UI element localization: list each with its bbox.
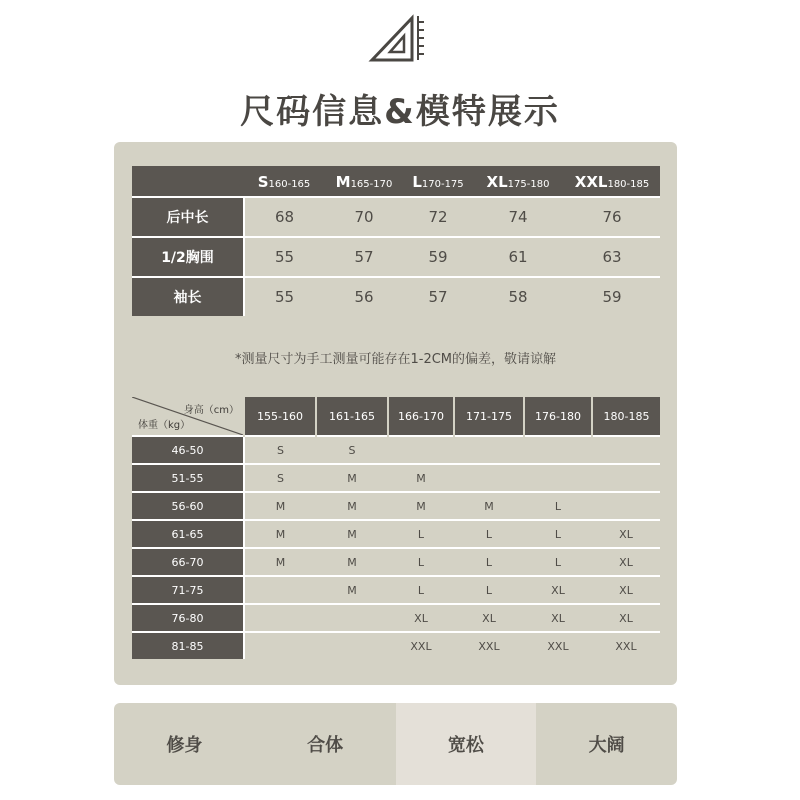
recommended-size-cell: M	[244, 548, 316, 576]
recommended-size-cell: L	[388, 548, 454, 576]
weight-row	[132, 576, 660, 604]
weight-label: 81-85	[132, 632, 244, 659]
recommended-size-cell: XL	[592, 576, 660, 604]
recommended-size-cell: M	[316, 520, 388, 548]
recommended-size-cell: XXL	[388, 632, 454, 659]
height-header-cell: 180-185	[592, 397, 660, 436]
recommended-size-cell: M	[388, 464, 454, 492]
fit-table-corner	[132, 397, 244, 436]
recommended-size-cell: L	[524, 492, 592, 520]
height-axis-label: 身高（cm）	[183, 405, 239, 416]
weight-label: 61-65	[132, 520, 244, 548]
weight-label: 51-55	[132, 464, 244, 492]
recommended-size-cell	[244, 632, 316, 659]
size-cell: 59	[404, 237, 472, 277]
recommended-size-cell	[388, 436, 454, 464]
height-header-cell: 161-165	[316, 397, 388, 436]
fit-option-regular[interactable]: 合体	[307, 735, 344, 756]
weight-row	[132, 464, 660, 492]
size-cell: 57	[324, 237, 404, 277]
weight-row	[132, 436, 660, 464]
size-cell: 57	[404, 277, 472, 316]
height-header-row	[132, 397, 660, 436]
size-recommendation-table	[132, 397, 660, 659]
ruler-triangle-icon	[368, 12, 428, 64]
recommended-size-cell: L	[454, 520, 524, 548]
weight-row	[132, 492, 660, 520]
recommended-size-cell	[524, 464, 592, 492]
height-header-cell: 176-180	[524, 397, 592, 436]
recommended-size-cell	[244, 576, 316, 604]
size-cell: 72	[404, 197, 472, 237]
recommended-size-cell: M	[316, 576, 388, 604]
height-header-cell: 155-160	[244, 397, 316, 436]
recommended-size-cell: M	[316, 492, 388, 520]
size-row-label: 袖长	[132, 277, 244, 316]
recommended-size-cell	[524, 436, 592, 464]
size-header-corner	[132, 166, 244, 197]
recommended-size-cell: L	[454, 548, 524, 576]
fit-option-oversized[interactable]: 大阔	[588, 735, 625, 756]
recommended-size-cell: XL	[388, 604, 454, 632]
size-row-label: 后中长	[132, 197, 244, 237]
weight-label: 76-80	[132, 604, 244, 632]
recommended-size-cell	[316, 604, 388, 632]
recommended-size-cell: M	[316, 464, 388, 492]
recommended-size-cell	[454, 436, 524, 464]
recommended-size-cell	[316, 632, 388, 659]
measurement-note: *测量尺寸为手工测量可能存在1-2CM的偏差，敬请谅解	[234, 352, 557, 367]
recommended-size-cell: L	[524, 520, 592, 548]
size-header-cell: S160-165	[244, 166, 324, 197]
size-header-cell: XL175-180	[472, 166, 564, 197]
weight-row	[132, 632, 660, 659]
fit-type-selector	[114, 703, 677, 785]
recommended-size-cell: M	[244, 520, 316, 548]
size-header-cell: M165-170	[324, 166, 404, 197]
recommended-size-cell: XXL	[524, 632, 592, 659]
recommended-size-cell: XL	[592, 604, 660, 632]
size-cell: 61	[472, 237, 564, 277]
fit-option-slim[interactable]: 修身	[166, 735, 203, 756]
recommended-size-cell: XL	[524, 576, 592, 604]
recommended-size-cell	[454, 464, 524, 492]
size-cell: 63	[564, 237, 660, 277]
recommended-size-cell: L	[524, 548, 592, 576]
recommended-size-cell: M	[388, 492, 454, 520]
recommended-size-cell	[244, 604, 316, 632]
recommended-size-cell: XL	[592, 520, 660, 548]
size-header-cell: L170-175	[404, 166, 472, 197]
recommended-size-cell: S	[316, 436, 388, 464]
recommended-size-cell: XL	[592, 548, 660, 576]
size-cell: 59	[564, 277, 660, 316]
recommended-size-cell: XL	[524, 604, 592, 632]
size-cell: 70	[324, 197, 404, 237]
recommended-size-cell: XXL	[454, 632, 524, 659]
size-row-half-chest	[132, 237, 660, 277]
recommended-size-cell: XL	[454, 604, 524, 632]
size-measurement-table	[132, 166, 660, 316]
recommended-size-cell: S	[244, 436, 316, 464]
weight-row	[132, 520, 660, 548]
weight-axis-label: 体重（kg）	[138, 420, 191, 431]
size-cell: 76	[564, 197, 660, 237]
weight-label: 66-70	[132, 548, 244, 576]
fit-option-loose[interactable]: 宽松	[396, 703, 537, 785]
size-header-row	[132, 166, 660, 197]
size-cell: 74	[472, 197, 564, 237]
size-row-back-length	[132, 197, 660, 237]
height-header-cell: 166-170	[388, 397, 454, 436]
recommended-size-cell: L	[388, 520, 454, 548]
recommended-size-cell: L	[454, 576, 524, 604]
weight-row	[132, 548, 660, 576]
size-cell: 56	[324, 277, 404, 316]
size-cell: 55	[244, 277, 324, 316]
size-row-sleeve-length	[132, 277, 660, 316]
size-row-label: 1/2胸围	[132, 237, 244, 277]
recommended-size-cell: L	[388, 576, 454, 604]
recommended-size-cell: M	[316, 548, 388, 576]
recommended-size-cell: S	[244, 464, 316, 492]
recommended-size-cell	[592, 464, 660, 492]
recommended-size-cell	[592, 436, 660, 464]
weight-label: 56-60	[132, 492, 244, 520]
size-cell: 55	[244, 237, 324, 277]
size-cell: 58	[472, 277, 564, 316]
weight-row	[132, 604, 660, 632]
weight-label: 46-50	[132, 436, 244, 464]
recommended-size-cell: M	[454, 492, 524, 520]
height-header-cell: 171-175	[454, 397, 524, 436]
page-title: 尺码信息&模特展示	[240, 92, 560, 132]
size-header-cell: XXL180-185	[564, 166, 660, 197]
weight-label: 71-75	[132, 576, 244, 604]
recommended-size-cell: XXL	[592, 632, 660, 659]
recommended-size-cell	[592, 492, 660, 520]
size-cell: 68	[244, 197, 324, 237]
recommended-size-cell: M	[244, 492, 316, 520]
